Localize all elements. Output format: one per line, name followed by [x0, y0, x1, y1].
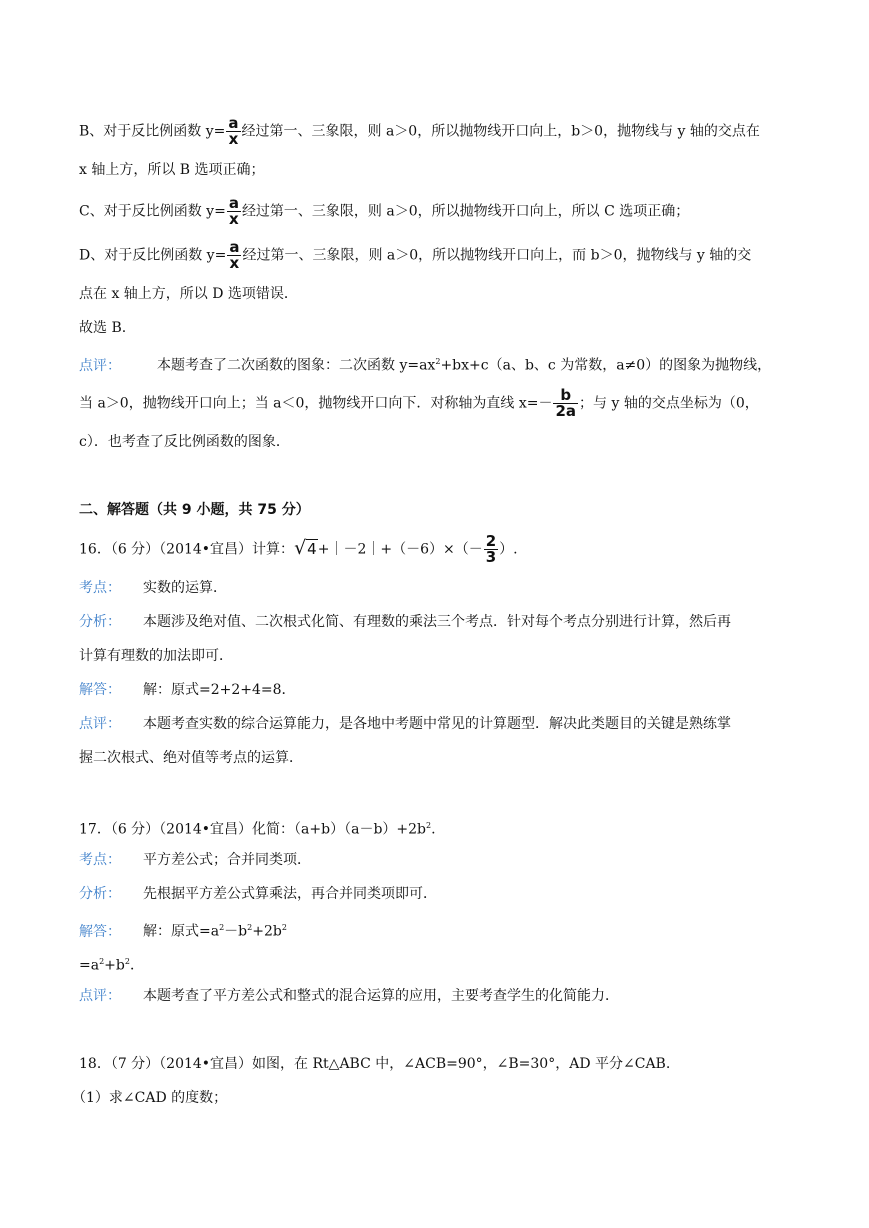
jieda-text: +2b	[252, 923, 282, 940]
superscript: 2	[281, 923, 287, 932]
q17-stem-text: 17．（6 分）（2014•宜昌）化简：（a+b）（a－b）+2b	[79, 821, 427, 838]
kaodian-label: 考点：	[79, 852, 121, 868]
fraction-numerator: a	[228, 194, 239, 212]
comment-text: 本题考查了二次函数的图象：二次函数 y=ax	[157, 357, 436, 374]
dianping-text: 本题考查了平方差公式和整式的混合运算的应用，主要考查学生的化简能力．	[143, 988, 619, 1004]
q16-kaodian	[79, 578, 227, 598]
q18-stem: 18．（7 分）（2014•宜昌）如图，在 Rt△ABC 中，∠ACB=90°，∠B=30°，AD 平分∠CAB.	[79, 1056, 671, 1072]
option-b-line-2: x 轴上方，所以 B 选项正确；	[79, 162, 265, 178]
q16-dianping-1	[79, 714, 731, 734]
q17-dianping	[79, 986, 619, 1006]
superscript: 2	[99, 957, 105, 966]
section-heading: 二、解答题（共 9 小题，共 75 分）	[79, 502, 310, 518]
q17-jieda-2	[79, 952, 144, 976]
fenxi-label: 分析：	[79, 614, 121, 630]
option-c-text-start: C、对于反比例函数 y=	[79, 203, 226, 220]
comment-line-1	[79, 352, 771, 376]
q16-dianping-2: 握二次根式、绝对值等考点的运算．	[79, 750, 303, 766]
q17-stem	[79, 816, 436, 840]
comment-line-3: c）．也考查了反比例函数的图象．	[79, 434, 290, 450]
q16-stem	[79, 534, 518, 565]
q16-stem-text: ）.	[499, 541, 518, 558]
q16-jieda	[79, 680, 296, 700]
dianping-label: 点评：	[79, 716, 121, 732]
fraction-a-over-x	[227, 196, 241, 227]
jieda-text: 解：原式=a	[143, 923, 220, 940]
radical-sign: √	[294, 536, 307, 559]
option-c-line	[79, 196, 689, 227]
q17-kaodian	[79, 850, 311, 870]
q18-sub1: （1）求∠CAD 的度数；	[72, 1090, 228, 1106]
option-d-line-2: 点在 x 轴上方，所以 D 选项错误．	[79, 286, 298, 302]
jieda-text: +b	[104, 957, 125, 974]
fenxi-label: 分析：	[79, 886, 121, 902]
q16-fenxi-1	[79, 612, 731, 632]
option-d-line-1	[79, 240, 751, 271]
option-c-text-end: 经过第一、三象限，则 a＞0，所以抛物线开口向上，所以 C 选项正确；	[241, 203, 690, 220]
dianping-label: 点评：	[79, 988, 121, 1004]
superscript: 2	[219, 923, 225, 932]
comment-label: 点评：	[79, 357, 121, 374]
q16-stem-text: 16．（6 分）（2014•宜昌）计算：	[79, 541, 295, 558]
fraction-denominator: 3	[485, 548, 497, 566]
fraction-a-over-x	[227, 240, 241, 271]
dianping-text: 本题考查实数的综合运算能力，是各地中考题中常见的计算题型．解决此类题目的关键是熟练掌	[143, 716, 731, 732]
fraction-numerator: a	[229, 238, 240, 256]
jieda-text: 解：原式=2+2+4=8．	[143, 682, 296, 698]
fraction-numerator: a	[228, 114, 239, 132]
jieda-label: 解答：	[79, 682, 121, 698]
fraction-denominator: x	[229, 210, 239, 228]
comment-text: ；与 y 轴的交点坐标为（0，	[579, 395, 759, 412]
jieda-text: =a	[79, 957, 100, 974]
q16-stem-text: +｜－2｜+（－6）×（－	[317, 541, 483, 558]
fraction-denominator: x	[228, 130, 239, 148]
fenxi-text: 本题涉及绝对值、二次根式化简、有理数的乘法三个考点．针对每个考点分别进行计算，然后再	[143, 614, 731, 630]
fenxi-text: 先根据平方差公式算乘法，再合并同类项即可．	[143, 886, 437, 902]
q17-jieda	[79, 918, 287, 942]
q17-stem-text: .	[431, 821, 436, 838]
jieda-text: ．	[129, 957, 144, 974]
sqrt-4	[294, 537, 318, 559]
fraction-denominator: 2a	[555, 402, 577, 420]
comment-text: 当 a＞0，抛物线开口向上；当 a＜0，抛物线开口向下．对称轴为直线 x=－	[79, 395, 553, 412]
kaodian-text: 平方差公式；合并同类项．	[143, 852, 311, 868]
q17-fenxi	[79, 884, 437, 904]
option-b-text-end: 经过第一、三象限，则 a＞0，所以抛物线开口向上，b＞0，抛物线与 y 轴的交点在	[241, 123, 760, 140]
superscript: 2	[435, 357, 441, 366]
q16-fenxi-2: 计算有理数的加法即可．	[79, 648, 233, 664]
fraction-a-over-x	[226, 116, 240, 147]
fraction-numerator: 2	[485, 532, 497, 550]
superscript: 2	[247, 923, 253, 932]
kaodian-label: 考点：	[79, 580, 121, 596]
comment-text: +bx+c（a、b、c 为常数，a≠0）的图象为抛物线，	[440, 357, 772, 374]
fraction-denominator: x	[229, 254, 240, 272]
option-b-line-1	[79, 116, 760, 147]
option-d-text-end: 经过第一、三象限，则 a＞0，所以抛物线开口向上，而 b＞0，抛物线与 y 轴的交	[242, 247, 752, 264]
fraction-2-over-3	[484, 534, 498, 565]
option-b-text-start: B、对于反比例函数 y=	[79, 123, 226, 140]
superscript: 2	[426, 821, 432, 830]
jieda-text: －b	[224, 923, 248, 940]
comment-line-2	[79, 388, 759, 419]
superscript: 2	[124, 957, 130, 966]
fraction-numerator: b	[553, 388, 578, 404]
fraction-b-over-2a	[553, 388, 578, 419]
radicand: 4	[307, 539, 317, 558]
jieda-label: 解答：	[79, 923, 121, 940]
option-d-text-start: D、对于反比例函数 y=	[79, 247, 227, 264]
answer-choice: 故选 B.	[79, 320, 127, 336]
kaodian-text: 实数的运算．	[143, 580, 227, 596]
